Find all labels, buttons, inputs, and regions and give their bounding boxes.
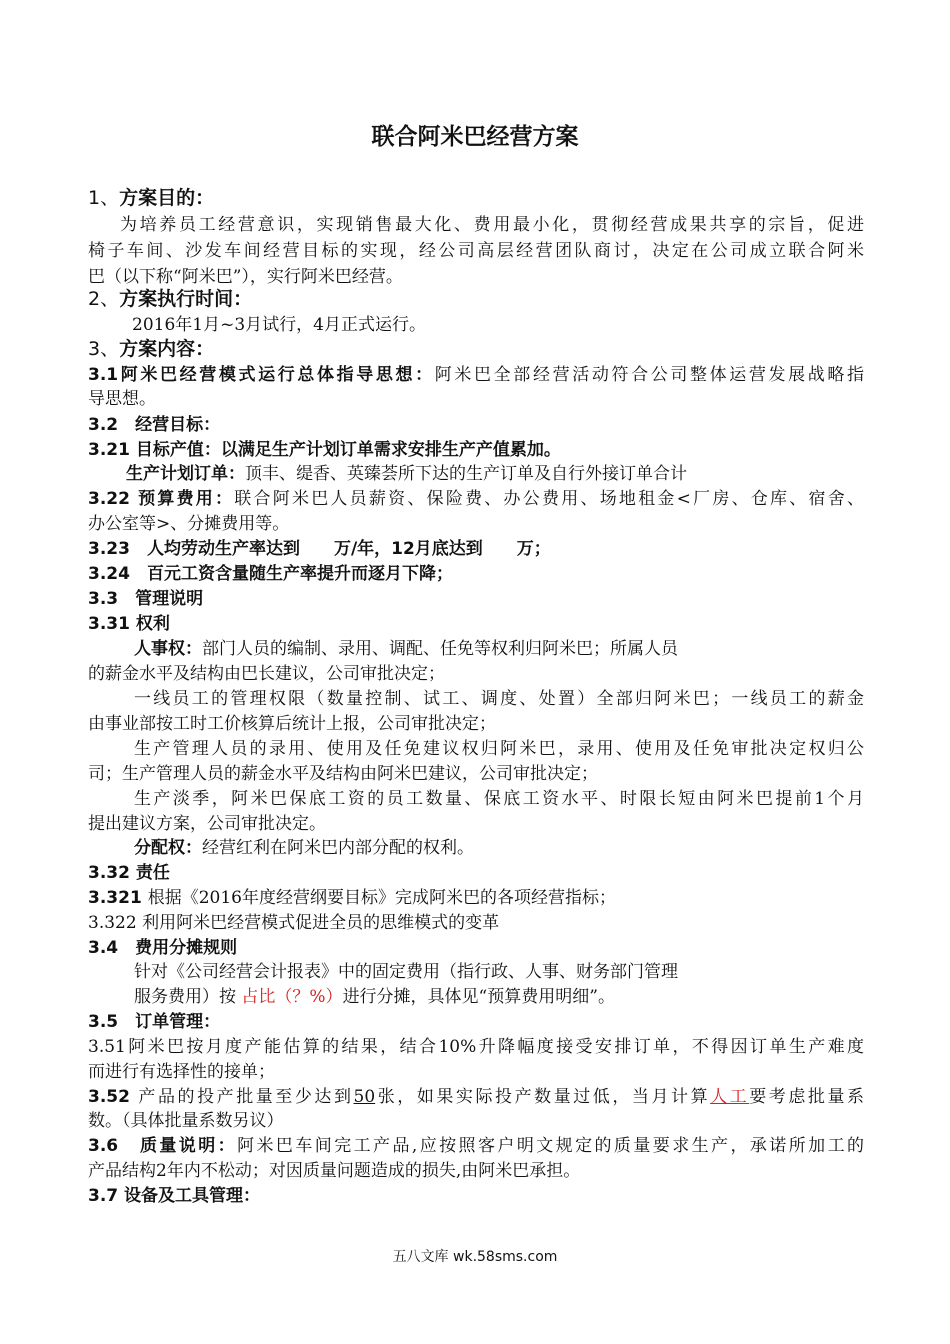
item-3-23: 3.23 人均劳动生产率达到 万/年，12月底达到 万； (88, 539, 551, 559)
labor-link: 人工 (710, 1087, 750, 1107)
document-title: 联合阿米巴经营方案 (371, 124, 579, 150)
item-3-5: 3.5 订单管理： (88, 1012, 221, 1032)
cost-allocation-line-2: 服务费用）按 占比（？%）进行分摊，具体见“预算费用明细”。 (134, 987, 615, 1007)
section-3-heading: 3、方案内容： (88, 338, 215, 360)
section-1-line-2: 椅子车间、沙发车间经营目标的实现，经公司高层经营团队商讨，决定在公司成立联合阿米 (88, 241, 864, 261)
cost-allocation-line-1: 针对《公司经营会计报表》中的固定费用（指行政、人事、财务部门管理 (134, 962, 678, 982)
section-2-text: 2016年1月~3月试行，4月正式运行。 (132, 315, 426, 335)
off-season-line-2: 提出建议方案，公司审批决定。 (88, 814, 326, 834)
item-3-321: 3.321 根据《2016年度经营纲要目标》完成阿米巴的各项经营指标； (88, 888, 616, 908)
item-3-32: 3.32 责任 (88, 863, 170, 883)
section-1-line-3: 巴（以下称“阿米巴”），实行阿米巴经营。 (88, 267, 403, 287)
off-season-line-1: 生产淡季，阿米巴保底工资的员工数量、保底工资水平、时限长短由阿米巴提前1个月 (134, 789, 864, 809)
production-plan-orders: 生产计划订单：顶丰、缇香、英臻荟所下达的生产订单及自行外接订单合计 (126, 464, 687, 484)
item-3-6-line-2: 产品结构2年内不松动；对因质量问题造成的损失,由阿米巴承担。 (88, 1161, 581, 1181)
hr-rights-line-2: 的薪金水平及结构由巴长建议，公司审批决定； (88, 664, 445, 684)
frontline-line-2: 由事业部按工时工价核算后统计上报，公司审批决定； (88, 714, 496, 734)
distribution-rights: 分配权：经营红利在阿米巴内部分配的权利。 (134, 838, 474, 858)
batch-quantity: 50 (353, 1087, 376, 1107)
allocation-ratio: 占比（？%） (241, 987, 343, 1007)
item-3-2: 3.2 经营目标： (88, 415, 221, 435)
item-3-24: 3.24 百元工资含量随生产率提升而逐月下降； (88, 564, 453, 584)
item-3-6-line-1: 3.6 质量说明：阿米巴车间完工产品,应按照客户明文规定的质量要求生产，承诺所加工的 (88, 1136, 864, 1156)
item-3-31: 3.31 权利 (88, 614, 170, 634)
item-3-322: 3.322 利用阿米巴经营模式促进全员的思维模式的变革 (88, 913, 500, 933)
hr-rights-line-1: 人事权：部门人员的编制、录用、调配、任免等权利归阿米巴；所属人员 (134, 639, 678, 659)
item-3-4: 3.4 费用分摊规则 (88, 938, 238, 958)
item-3-22-line-2: 办公室等>、分摊费用等。 (88, 514, 290, 534)
item-3-1-line-1: 3.1阿米巴经营模式运行总体指导思想：阿米巴全部经营活动符合公司整体运营发展战略指 (88, 365, 864, 385)
footer-watermark: 五八文库 wk.58sms.com (392, 1249, 558, 1265)
item-3-51-line-2: 而进行有选择性的接单； (88, 1062, 275, 1082)
management-line-2: 司；生产管理人员的薪金水平及结构由阿米巴建议，公司审批决定； (88, 764, 598, 784)
item-3-52-line-1: 3.52 产品的投产批量至少达到50张，如果实际投产数量过低，当月计算人工要考虑批量系 (88, 1087, 865, 1107)
section-1-line-1: 为培养员工经营意识，实现销售最大化、费用最小化，贯彻经营成果共享的宗旨，促进 (120, 215, 864, 235)
item-3-21: 3.21 目标产值：以满足生产计划订单需求安排生产产值累加。 (88, 440, 561, 460)
item-3-7: 3.7 设备及工具管理： (88, 1186, 261, 1206)
management-line-1: 生产管理人员的录用、使用及任免建议权归阿米巴，录用、使用及任免审批决定权归公 (134, 739, 864, 759)
item-3-52-line-2: 数。（具体批量系数另议） (88, 1111, 284, 1131)
section-2-heading: 2、方案执行时间： (88, 288, 253, 310)
item-3-22-line-1: 3.22 预算费用：联合阿米巴人员薪资、保险费、办公费用、场地租金<厂房、仓库、宿舍、 (88, 489, 864, 509)
section-1-heading: 1、方案目的： (88, 187, 215, 209)
item-3-3: 3.3 管理说明 (88, 589, 204, 609)
frontline-line-1: 一线员工的管理权限（数量控制、试工、调度、处置）全部归阿米巴；一线员工的薪金 (134, 689, 864, 709)
item-3-51-line-1: 3.51阿米巴按月度产能估算的结果，结合10%升降幅度接受安排订单，不得因订单生产难度 (88, 1037, 864, 1057)
item-3-1-line-2: 导思想。 (88, 389, 156, 409)
